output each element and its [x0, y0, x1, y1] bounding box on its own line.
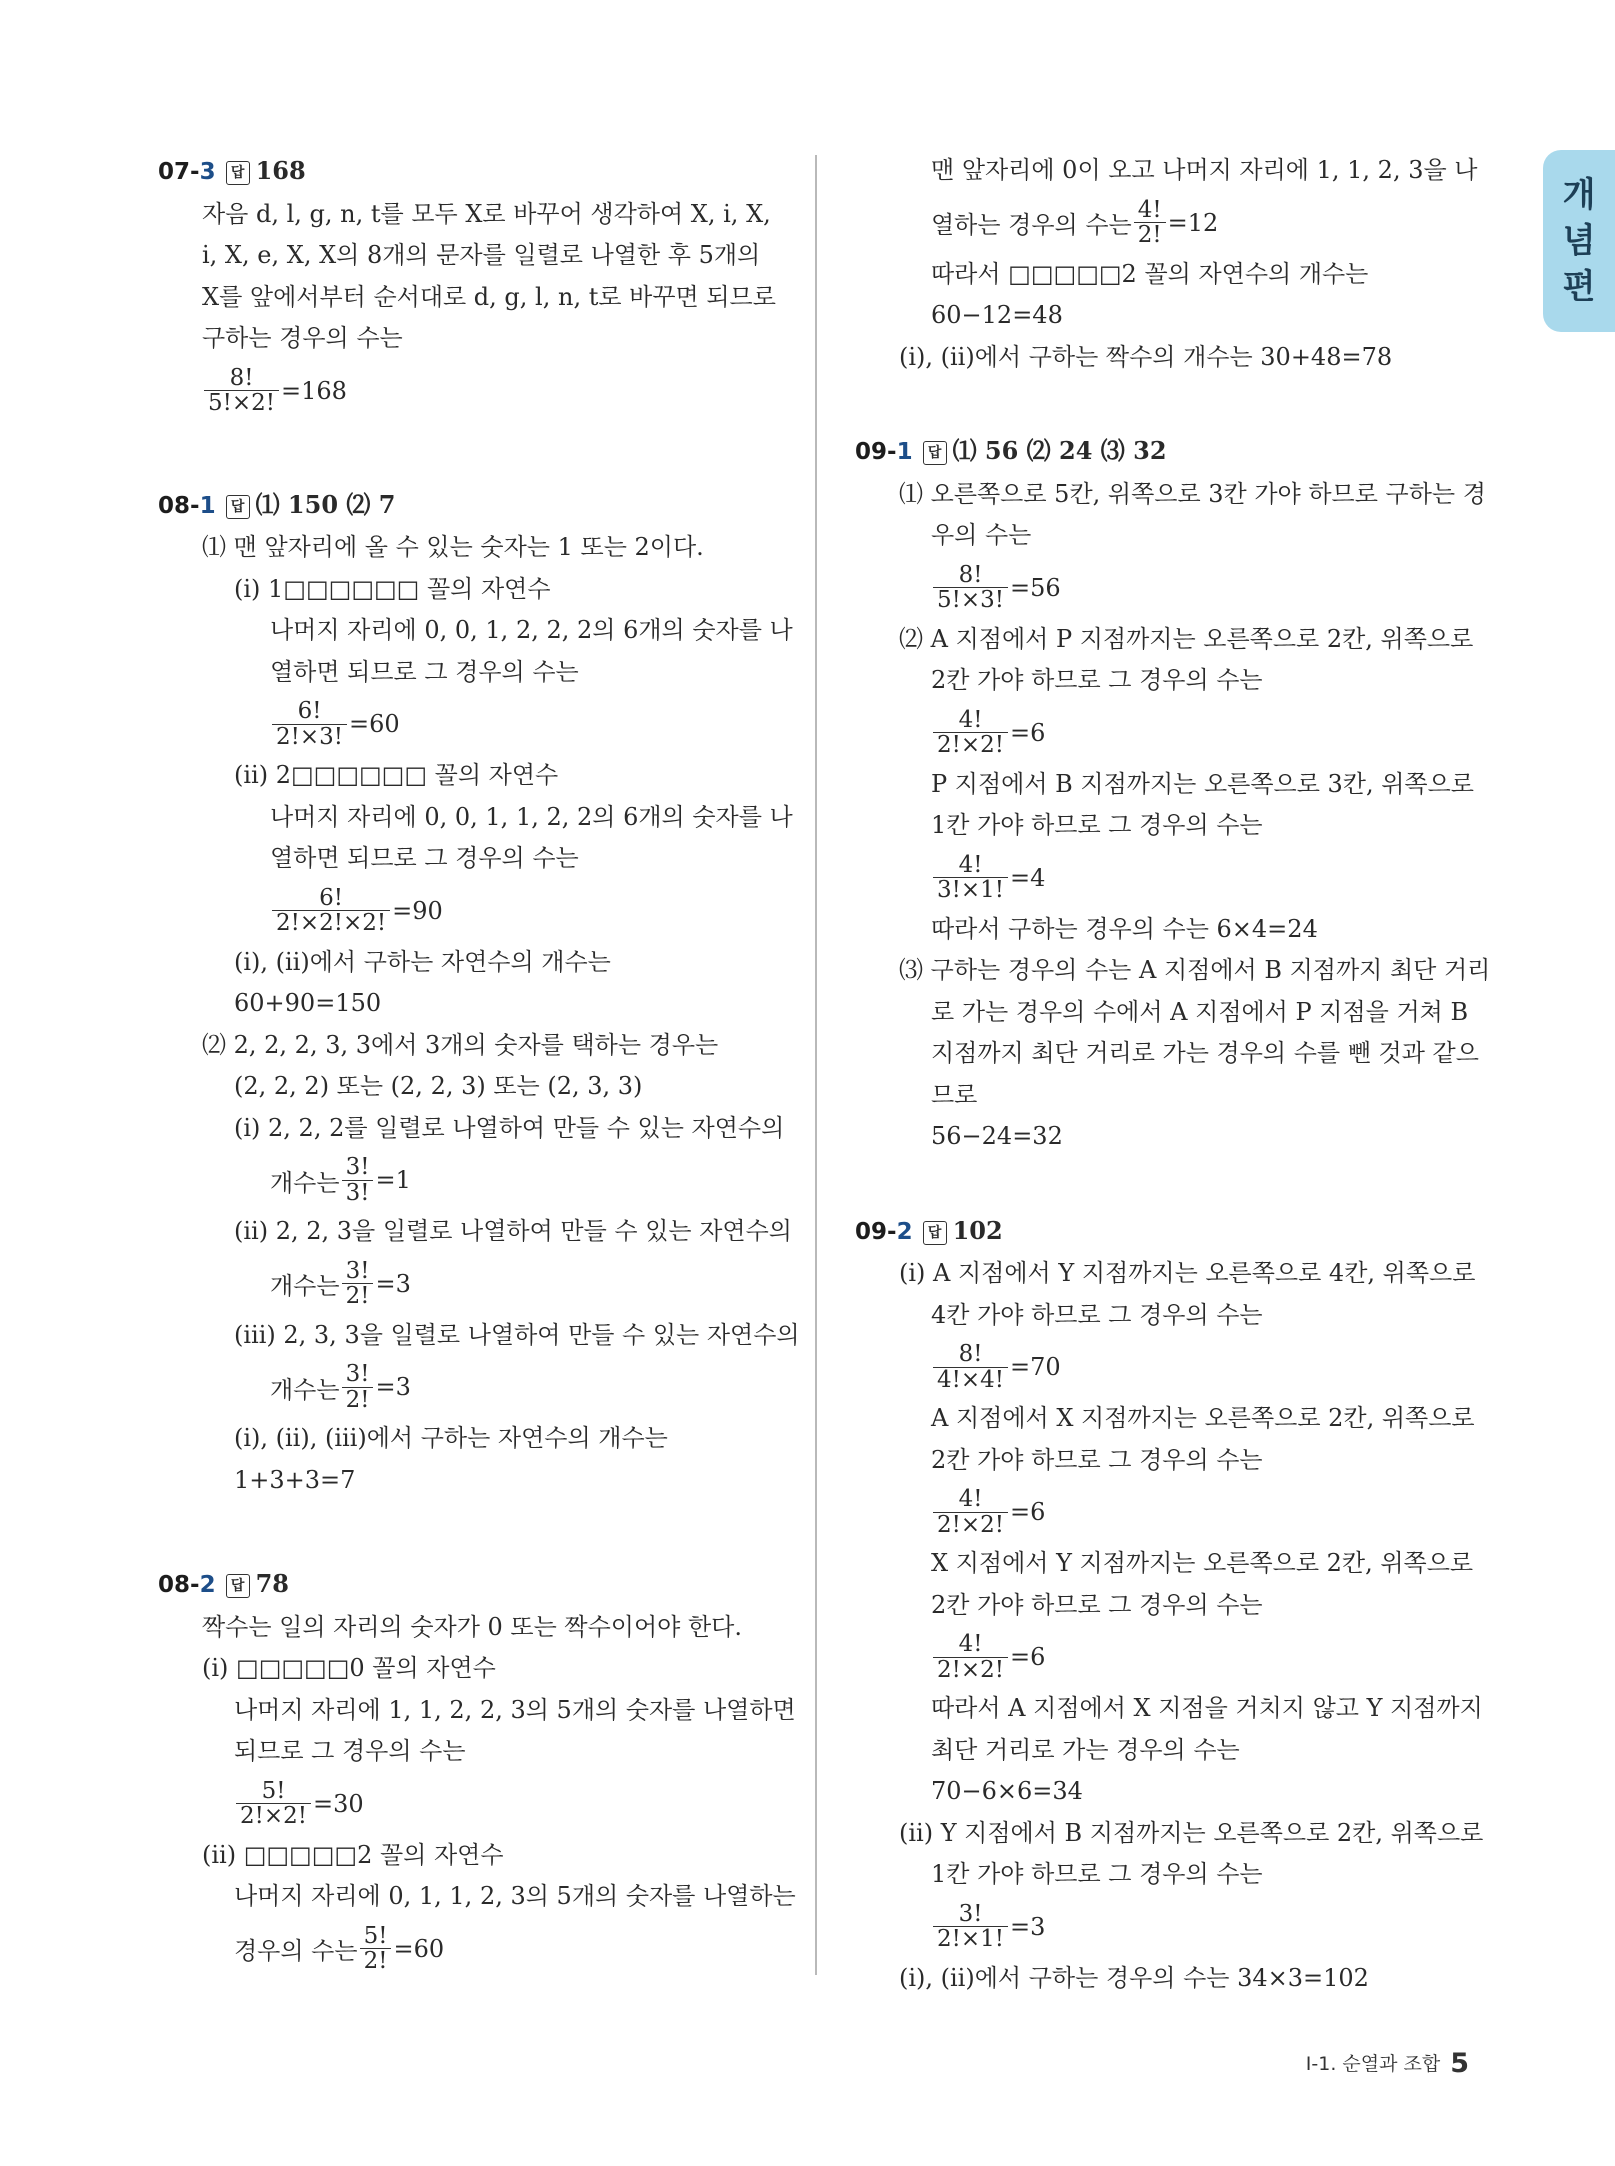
- solution-line: (2, 2, 2) 또는 (2, 2, 3) 또는 (2, 3, 3): [234, 1072, 643, 1100]
- solution-line: 4칸 가야 하므로 그 경우의 수는: [931, 1300, 1263, 1329]
- solution-line: 2칸 가야 하므로 그 경우의 수는: [931, 1590, 1263, 1619]
- solution-line: 따라서 A 지점에서 X 지점을 거치지 않고 Y 지점까지: [931, 1694, 1483, 1722]
- solution-line: (ⅰ) 1□□□□□□ 꼴의 자연수: [234, 574, 551, 603]
- solution-line: 1칸 가야 하므로 그 경우의 수는: [931, 1860, 1263, 1888]
- answer-value: 168: [255, 156, 306, 185]
- fraction-line: 개수는 $\frac{3!}{2!}$ =3: [270, 1257, 411, 1309]
- fraction: $\frac{8!}{5!\times 3!}$: [933, 563, 1008, 612]
- solution-line: A 지점에서 X 지점까지는 오른쪽으로 2칸, 위쪽으로: [931, 1404, 1475, 1432]
- fraction: $\frac{6!}{2!\times 3!}$: [272, 699, 347, 748]
- solution-line: 나머지 자리에 0, 1, 1, 2, 3의 5개의 숫자를 나열하는: [234, 1882, 796, 1910]
- answer-icon: 답: [923, 441, 947, 465]
- solution-line: i, X, e, X, X의 8개의 문자를 일렬로 나열한 후 5개의: [202, 241, 761, 269]
- solution-line: (ⅰ) A 지점에서 Y 지점까지는 오른쪽으로 4칸, 위쪽으로: [899, 1259, 1476, 1287]
- problem-header: [158, 484, 798, 528]
- solution-line: (ⅱ) 2□□□□□□ 꼴의 자연수: [234, 761, 559, 789]
- chapter-label: Ⅰ-1. 순열과 조합: [1305, 2053, 1441, 2075]
- answer-value: 102: [952, 1215, 1003, 1245]
- fraction-line: $\frac{4!}{2!\times 2!}$ =6: [855, 702, 1485, 764]
- problem-number: 08-1: [158, 492, 216, 519]
- solution-line: 최단 거리로 가는 경우의 수는: [931, 1735, 1240, 1764]
- problem-number: 08-2: [158, 1572, 216, 1598]
- answer-value: ⑴ 56 ⑵ 24 ⑶ 32: [952, 436, 1167, 465]
- fraction-line: $\frac{8!}{5!\times 3!}$ =56: [855, 557, 1485, 619]
- solution-line: (ⅱ) Y 지점에서 B 지점까지는 오른쪽으로 2칸, 위쪽으로: [899, 1818, 1484, 1847]
- solution-line: P 지점에서 B 지점까지는 오른쪽으로 3칸, 위쪽으로: [931, 769, 1474, 798]
- solution-line: 1칸 가야 하므로 그 경우의 수는: [931, 811, 1263, 839]
- page-number: 5: [1450, 2048, 1469, 2079]
- problem-09-2: [855, 1210, 1485, 2000]
- answer-value: 78: [255, 1569, 289, 1598]
- section-tab-char: 개: [1562, 175, 1596, 215]
- fraction-line: 개수는 $\frac{3!}{3!}$ =1: [270, 1154, 411, 1206]
- solution-line: 따라서 □□□□□2 꼴의 자연수의 개수는: [931, 259, 1369, 288]
- solution-line: 맨 앞자리에 0이 오고 나머지 자리에 1, 1, 2, 3을 나: [931, 156, 1478, 184]
- fraction-line: $\frac{8!}{4!\times 4!}$ =70: [855, 1336, 1485, 1398]
- solution-line: 나머지 자리에 0, 0, 1, 1, 2, 2의 6개의 숫자를 나: [270, 802, 793, 831]
- fraction: $\frac{4!}{2!\times 2!}$: [933, 708, 1008, 757]
- solution-line: (ⅰ) 2, 2, 2를 일렬로 나열하여 만들 수 있는 자연수의: [234, 1113, 785, 1142]
- fraction: $\frac{8!}{5!\times 2!}$: [204, 366, 279, 415]
- problem-08-1: [158, 484, 798, 1502]
- problem-08-2: [158, 1563, 798, 1980]
- problem-header: [855, 1210, 1485, 1254]
- solution-line: 56−24=32: [931, 1122, 1063, 1150]
- solution-line: X를 앞에서부터 순서대로 d, g, l, n, t로 바꾸면 되므로: [202, 282, 776, 311]
- solution-line: X 지점에서 Y 지점까지는 오른쪽으로 2칸, 위쪽으로: [931, 1549, 1474, 1577]
- solution-line: 므로: [931, 1080, 978, 1109]
- solution-line: 나머지 자리에 1, 1, 2, 2, 3의 5개의 숫자를 나열하면: [234, 1695, 796, 1724]
- solution-line: 열하면 되므로 그 경우의 수는: [270, 844, 579, 872]
- solution-line: 따라서 구하는 경우의 수는 6×4=24: [931, 914, 1318, 943]
- problem-header: [158, 1563, 798, 1607]
- fraction-line: 경우의 수는 $\frac{5!}{2!}$ =60: [234, 1922, 445, 1974]
- solution-line: (ⅲ) 2, 3, 3을 일렬로 나열하여 만들 수 있는 자연수의: [234, 1320, 800, 1349]
- solution-line: 나머지 자리에 0, 0, 1, 2, 2, 2의 6개의 숫자를 나: [270, 616, 793, 644]
- answer-icon: 답: [923, 1221, 947, 1245]
- section-tab[interactable]: [1543, 150, 1615, 332]
- fraction-line: $\frac{4!}{2!\times 2!}$ =6: [855, 1626, 1485, 1688]
- solution-line: 열하면 되므로 그 경우의 수는: [270, 657, 579, 686]
- solution-line: ⑶ 구하는 경우의 수는 A 지점에서 B 지점까지 최단 거리: [899, 956, 1491, 984]
- solution-line: 자음 d, l, g, n, t를 모두 X로 바꾸어 생각하여 X, i, X,: [202, 199, 771, 228]
- solution-line: 70−6×6=34: [931, 1777, 1083, 1805]
- fraction: $\frac{8!}{4!\times 4!}$: [933, 1342, 1008, 1391]
- problem-07-3: [158, 150, 798, 422]
- fraction-line: 개수는 $\frac{3!}{2!}$ =3: [270, 1361, 411, 1413]
- solution-line: 지점까지 최단 거리로 가는 경우의 수를 뺀 것과 같으: [931, 1039, 1479, 1067]
- fraction: $\frac{3!}{2!}$: [342, 1362, 374, 1411]
- fraction-line: $\frac{8!}{5!\times 2!}$ =168: [158, 360, 798, 422]
- solution-line: 우의 수는: [931, 521, 1032, 549]
- answer-icon: 답: [226, 495, 250, 519]
- fraction-line: $\frac{4!}{2!\times 2!}$ =6: [855, 1481, 1485, 1543]
- solution-line: (ⅱ) 2, 2, 3을 일렬로 나열하여 만들 수 있는 자연수의: [234, 1217, 792, 1245]
- solution-line: ⑵ 2, 2, 2, 3, 3에서 3개의 숫자를 택하는 경우는: [202, 1030, 719, 1059]
- page-footer: [1306, 2048, 1469, 2079]
- fraction: $\frac{4!}{2!\times 2!}$: [933, 1632, 1008, 1681]
- solution-line: (ⅰ), (ⅱ)에서 구하는 자연수의 개수는: [234, 947, 611, 976]
- problem-header: [158, 150, 798, 194]
- solution-line: (ⅰ), (ⅱ), (ⅲ)에서 구하는 자연수의 개수는: [234, 1424, 668, 1452]
- fraction-line: $\frac{6!}{2!\times 2!\times 2!}$ =90: [158, 880, 798, 942]
- solution-line: 1+3+3=7: [234, 1465, 356, 1494]
- fraction-line: $\frac{5!}{2!\times 2!}$ =30: [158, 1773, 798, 1835]
- solution-line: 2칸 가야 하므로 그 경우의 수는: [931, 1445, 1263, 1474]
- fraction: $\frac{3!}{2!\times 1!}$: [933, 1902, 1008, 1951]
- problem-header: [855, 430, 1485, 474]
- fraction-line: $\frac{6!}{2!\times 3!}$ =60: [158, 693, 798, 755]
- solution-line: ⑵ A 지점에서 P 지점까지는 오른쪽으로 2칸, 위쪽으로: [899, 624, 1474, 653]
- problem-number: 07-3: [158, 159, 216, 185]
- problem-number: 09-2: [855, 1218, 913, 1245]
- right-column: [855, 150, 1491, 1999]
- column-divider: [815, 155, 817, 1975]
- section-tab-char: 념: [1562, 221, 1596, 261]
- solution-line: 60−12=48: [931, 301, 1063, 329]
- answer-icon: 답: [226, 161, 250, 185]
- solution-line: (ⅰ) □□□□□0 꼴의 자연수: [202, 1654, 496, 1682]
- solution-line: ⑴ 맨 앞자리에 올 수 있는 숫자는 1 또는 2이다.: [202, 533, 704, 561]
- solution-line: (ⅰ), (ⅱ)에서 구하는 짝수의 개수는 30+48=78: [899, 342, 1393, 371]
- section-tab-char: 편: [1562, 267, 1596, 307]
- fraction: $\frac{4!}{2!}$: [1134, 198, 1166, 247]
- left-column: [158, 150, 798, 1980]
- fraction: $\frac{4!}{3!\times 1!}$: [933, 853, 1008, 902]
- fraction-line: $\frac{3!}{2!\times 1!}$ =3: [855, 1896, 1485, 1958]
- problem-08-2-continued: [855, 150, 1485, 378]
- problem-number: 09-1: [855, 439, 913, 465]
- solution-line: 로 가는 경우의 수에서 A 지점에서 P 지점을 거쳐 B: [931, 997, 1469, 1026]
- fraction: $\frac{3!}{2!}$: [342, 1259, 374, 1308]
- answer-icon: 답: [226, 1574, 250, 1598]
- solution-line: (ⅰ), (ⅱ)에서 구하는 경우의 수는 34×3=102: [899, 1963, 1369, 1992]
- solution-line: 짝수는 일의 자리의 숫자가 0 또는 짝수이어야 한다.: [202, 1612, 742, 1641]
- fraction: $\frac{5!}{2!}$: [360, 1924, 392, 1973]
- fraction-line: $\frac{4!}{3!\times 1!}$ =4: [855, 847, 1485, 909]
- solution-line: (ⅱ) □□□□□2 꼴의 자연수: [202, 1840, 504, 1869]
- fraction: $\frac{4!}{2!\times 2!}$: [933, 1487, 1008, 1536]
- problem-09-1: [855, 430, 1491, 1158]
- fraction: $\frac{5!}{2!\times 2!}$: [236, 1779, 311, 1828]
- fraction-line: 열하는 경우의 수는 $\frac{4!}{2!}$ =12: [931, 196, 1219, 248]
- solution-line: 2칸 가야 하므로 그 경우의 수는: [931, 666, 1263, 694]
- answer-value: ⑴ 150 ⑵ 7: [255, 489, 396, 519]
- solution-line: ⑴ 오른쪽으로 5칸, 위쪽으로 3칸 가야 하므로 구하는 경: [899, 479, 1486, 508]
- solution-line: 60+90=150: [234, 989, 382, 1017]
- fraction: $\frac{3!}{3!}$: [342, 1155, 374, 1204]
- solution-line: 되므로 그 경우의 수는: [234, 1737, 466, 1765]
- fraction: $\frac{6!}{2!\times 2!\times 2!}$: [272, 886, 390, 935]
- solution-line: 구하는 경우의 수는: [202, 324, 403, 352]
